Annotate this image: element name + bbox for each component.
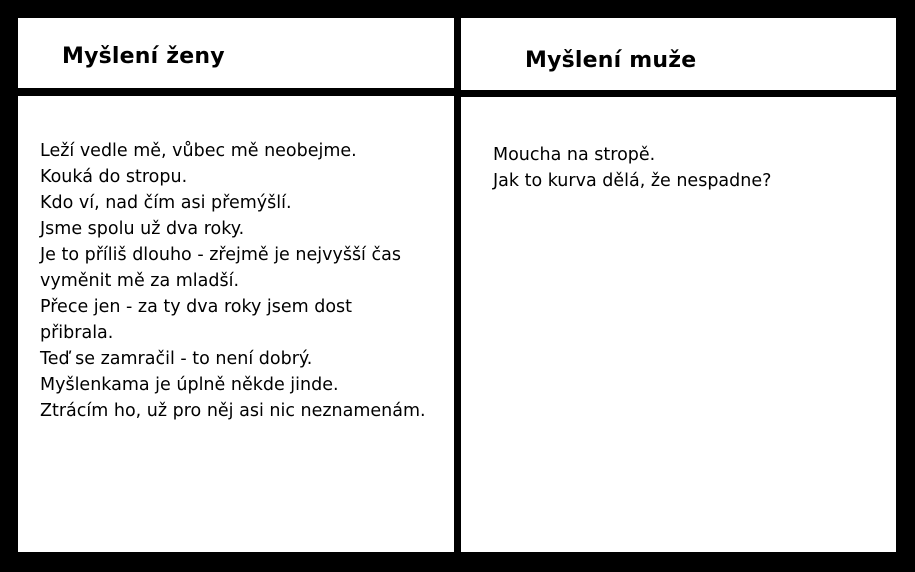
text-line: Ztrácím ho, už pro něj asi nic neznamenám. <box>40 401 426 421</box>
text-line: Myšlenkama je úplně někde jinde. <box>40 375 339 395</box>
text-line: přibrala. <box>40 323 114 343</box>
text-line: Přece jen - za ty dva roky jsem dost <box>40 297 353 317</box>
right-title-panel <box>461 18 896 90</box>
right-panel-title: Myšlení muže <box>525 48 697 73</box>
text-line: vyměnit mě za mladší. <box>40 271 240 291</box>
text-line: Kouká do stropu. <box>40 167 188 187</box>
left-text-lines <box>40 138 426 424</box>
left-panel-title: Myšlení ženy <box>62 44 225 69</box>
left-text-panel <box>18 96 454 552</box>
text-line: Kdo ví, nad čím asi přemýšlí. <box>40 193 292 213</box>
text-line: Moucha na stropě. <box>493 145 656 165</box>
text-line: Jsme spolu už dva roky. <box>40 219 245 239</box>
text-line: Je to příliš dlouho - zřejmě je nejvyšší čas <box>40 245 401 265</box>
right-text-lines <box>493 142 771 194</box>
left-title-panel <box>18 18 454 88</box>
text-line: Teď se zamračil - to není dobrý. <box>40 349 313 369</box>
text-line: Leží vedle mě, vůbec mě neobejme. <box>40 141 357 161</box>
right-text-panel <box>461 97 896 552</box>
text-line: Jak to kurva dělá, že nespadne? <box>493 171 772 191</box>
